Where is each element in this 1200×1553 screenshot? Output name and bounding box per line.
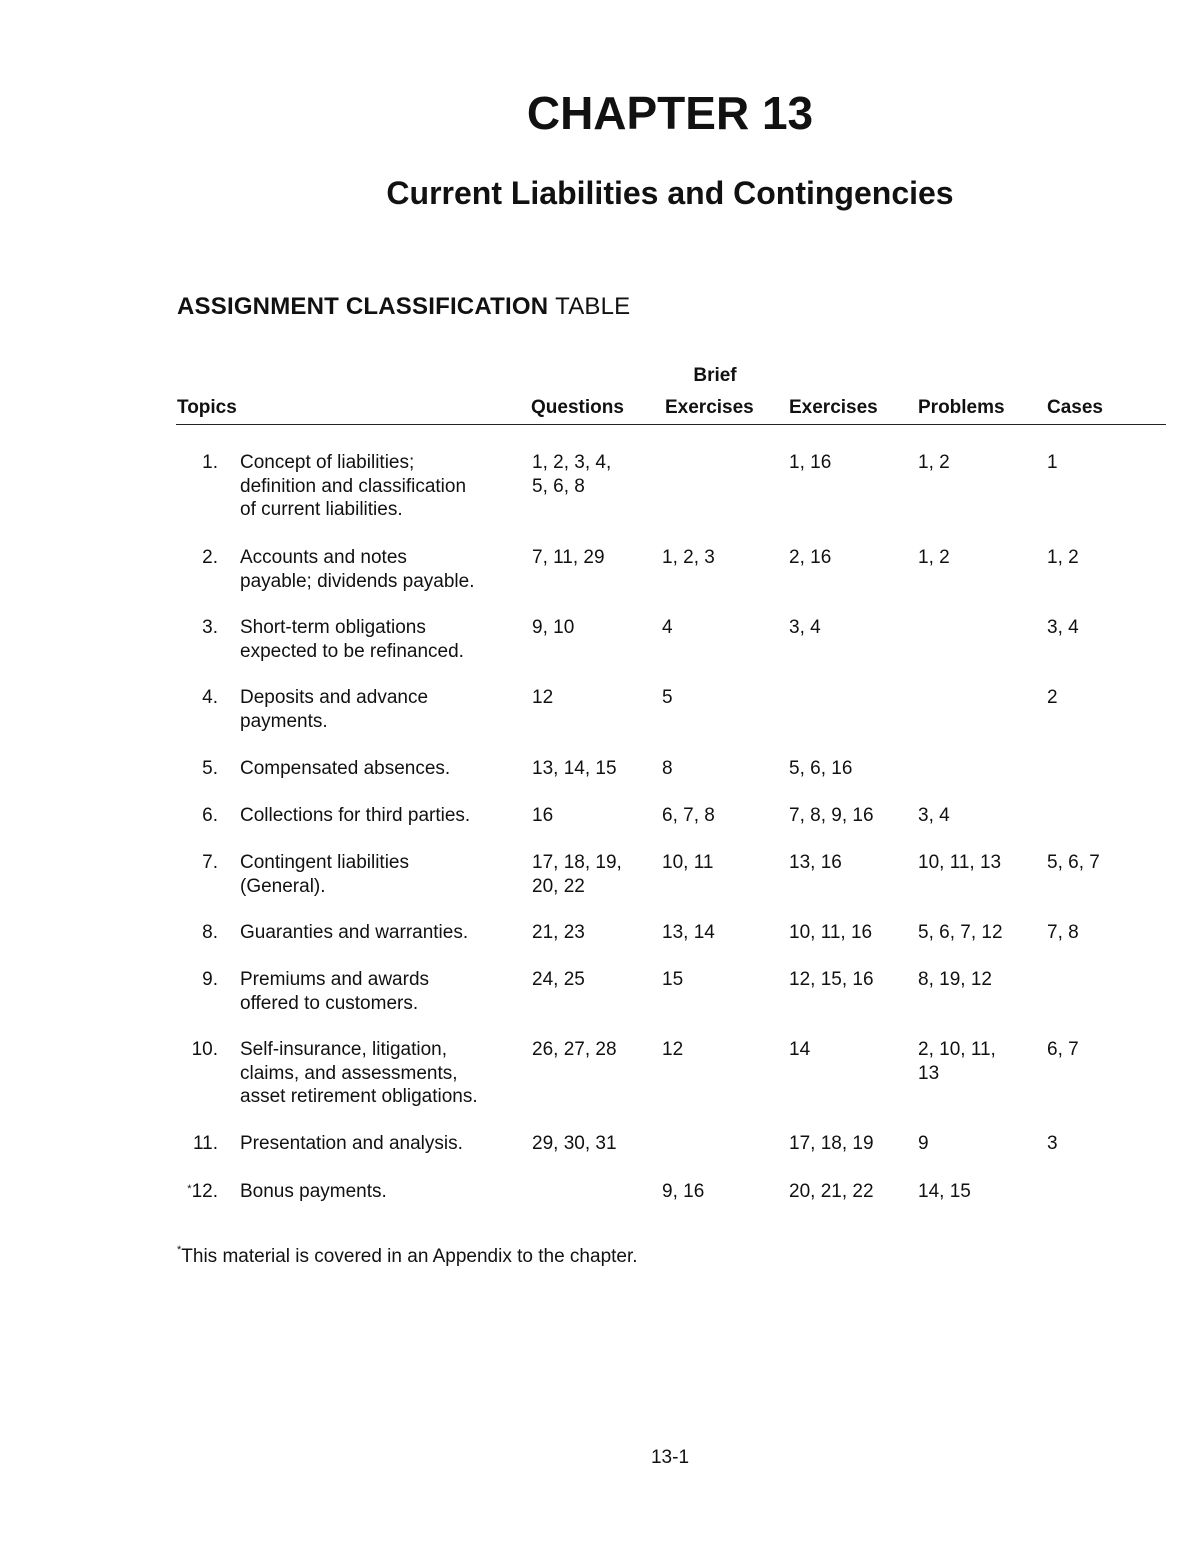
row-number-text: 12. [191,1181,218,1202]
topic-line: Self-insurance, litigation, [240,1039,447,1060]
cell-questions [532,546,605,570]
exercises-line: 12, 15, 16 [789,969,874,990]
cell-exercises [789,1180,874,1204]
topic-line: Accounts and notes [240,547,407,568]
topic-line: offered to customers. [240,992,419,1014]
exercises-line: 3, 4 [789,617,821,638]
cell-cases [1047,1132,1058,1156]
cell-problems [918,546,950,570]
column-header-exercises: Exercises [789,397,878,418]
cell-problems [918,921,1003,945]
exercises-line: 20, 21, 22 [789,1181,874,1202]
row-number [160,1038,218,1062]
problems-line: 2, 10, 11, [918,1039,996,1060]
questions-line: 26, 27, 28 [532,1039,617,1060]
row-number-text: 9. [202,969,218,990]
problems-line: 1, 2 [918,452,950,473]
topic-line: Compensated absences. [240,758,451,779]
topic-line: Short-term obligations [240,617,426,638]
questions-line: 12 [532,687,554,708]
row-number-text: 2. [202,547,218,568]
questions-line: 9, 10 [532,617,575,638]
row-number [160,686,218,710]
topic-line: claims, and assessments, [240,1062,458,1084]
problems-line: 9 [918,1133,929,1154]
cell-brief-exercises [662,804,715,828]
cell-topic [240,1038,478,1109]
cell-cases [1047,546,1079,570]
row-number-text: 11. [192,1133,218,1154]
cell-topic [240,1132,463,1156]
cell-problems [918,1132,929,1156]
topic-line: of current liabilities. [240,499,403,520]
questions-line: 16 [532,805,554,826]
topic-line: asset retirement obligations. [240,1086,478,1107]
cell-questions [532,804,553,828]
brief-exercises-line: 6, 7, 8 [662,805,715,826]
cases-line: 3, 4 [1047,617,1079,638]
cell-exercises [789,451,831,475]
cell-questions [532,968,585,992]
questions-line: 21, 23 [532,922,585,943]
column-header-questions: Questions [531,397,624,418]
topic-line: Collections for third parties. [240,805,471,826]
topic-line: Deposits and advance [240,687,429,708]
cell-brief-exercises [662,1038,683,1062]
row-number [160,757,218,781]
row-number-text: 10. [191,1039,218,1060]
cell-brief-exercises [662,968,683,992]
brief-exercises-line: 10, 11 [662,852,714,873]
brief-exercises-line: 12 [662,1039,684,1060]
cell-questions [532,921,585,945]
cell-topic [240,546,475,593]
brief-exercises-line: 1, 2, 3 [662,547,715,568]
questions-line: 24, 25 [532,969,585,990]
topic-line: expected to be refinanced. [240,640,464,662]
row-marker: * [187,1183,192,1195]
row-number [160,451,218,475]
cell-questions [532,686,553,710]
cell-brief-exercises [662,616,673,640]
cell-questions [532,851,622,898]
row-number [160,616,218,640]
brief-exercises-line: 5 [662,687,673,708]
cell-problems [918,1180,971,1204]
cell-topic [240,1180,387,1204]
section-heading-normal: TABLE [555,293,631,320]
row-number-text: 4. [202,687,218,708]
cell-cases [1047,451,1058,475]
cases-line: 1 [1047,452,1058,473]
topic-line: Bonus payments. [240,1181,387,1202]
chapter-subtitle: Current Liabilities and Contingencies [386,175,954,211]
cell-brief-exercises [662,1180,704,1204]
questions-line: 1, 2, 3, 4, [532,452,612,473]
questions-line: 7, 11, 29 [532,547,605,568]
row-number [160,546,218,570]
cell-problems [918,851,1001,875]
exercises-line: 10, 11, 16 [789,922,873,943]
row-number [160,921,218,945]
problems-line: 1, 2 [918,547,950,568]
row-number [160,1132,218,1156]
cell-exercises [789,1038,810,1062]
cases-line: 3 [1047,1133,1058,1154]
footnote-text: This material is covered in an Appendix to the chapter. [181,1246,638,1267]
cell-topic [240,804,470,828]
cell-cases [1047,851,1100,875]
questions-line: 17, 18, 19, [532,852,622,873]
chapter-heading: CHAPTER 13 [526,87,814,139]
cases-line: 2 [1047,687,1058,708]
cell-problems [918,804,950,828]
brief-exercises-line: 4 [662,617,673,638]
row-number-text: 3. [202,617,218,638]
cell-topic [240,616,464,663]
cell-topic [240,451,466,522]
page-number: 13-1 [650,1447,690,1468]
exercises-line: 5, 6, 16 [789,758,853,779]
cell-questions [532,1038,617,1062]
questions-line: 20, 22 [532,875,585,897]
topic-line: payable; dividends payable. [240,570,475,592]
cell-topic [240,686,428,733]
questions-line: 29, 30, 31 [532,1133,617,1154]
brief-exercises-line: 8 [662,758,673,779]
cell-cases [1047,1038,1079,1062]
cell-exercises [789,968,874,992]
row-number [160,1180,218,1204]
row-number [160,804,218,828]
problems-line: 14, 15 [918,1181,971,1202]
problems-line: 8, 19, 12 [918,969,992,990]
topic-line: (General). [240,875,326,897]
cell-topic [240,851,409,898]
topic-line: definition and classification [240,475,467,497]
cell-brief-exercises [662,546,715,570]
cell-exercises [789,546,831,570]
row-number-text: 1. [202,452,218,473]
cell-topic [240,921,468,945]
cases-line: 1, 2 [1047,547,1079,568]
problems-line: 13 [918,1062,940,1084]
footnote [177,1246,638,1268]
topic-line: Guaranties and warranties. [240,922,469,943]
brief-exercises-line: 15 [662,969,684,990]
cell-exercises [789,851,842,875]
cell-cases [1047,686,1058,710]
row-number-text: 5. [202,758,218,779]
cell-problems [918,968,992,992]
section-heading [177,293,630,321]
cell-problems [918,1038,996,1085]
exercises-line: 14 [789,1039,811,1060]
exercises-line: 2, 16 [789,547,832,568]
row-number-text: 7. [202,852,218,873]
questions-line: 5, 6, 8 [532,475,585,497]
problems-line: 5, 6, 7, 12 [918,922,1003,943]
cell-questions [532,757,617,781]
cell-questions [532,616,574,640]
cell-cases [1047,616,1079,640]
topic-line: Premiums and awards [240,969,430,990]
brief-exercises-line: 13, 14 [662,922,715,943]
cell-brief-exercises [662,921,715,945]
cell-brief-exercises [662,757,673,781]
footnote-marker: * [177,1244,182,1256]
cell-exercises [789,921,872,945]
cell-questions [532,451,611,498]
topic-line: Contingent liabilities [240,852,409,873]
column-header-problems: Problems [918,397,1005,418]
questions-line: 13, 14, 15 [532,758,617,779]
section-heading-bold: ASSIGNMENT CLASSIFICATION [177,293,549,320]
row-number [160,968,218,992]
exercises-line: 13, 16 [789,852,842,873]
exercises-line: 1, 16 [789,452,832,473]
column-header-topics: Topics [177,397,237,418]
cell-brief-exercises [662,686,673,710]
cell-brief-exercises [662,851,713,875]
table-header-row [0,397,1200,421]
header-divider [176,424,1166,425]
cell-topic [240,757,450,781]
cell-exercises [789,1132,874,1156]
exercises-line: 17, 18, 19 [789,1133,874,1154]
column-header-brief-exercises: Exercises [665,397,754,418]
cases-line: 5, 6, 7 [1047,852,1100,873]
row-number-text: 6. [202,805,218,826]
problems-line: 10, 11, 13 [918,852,1002,873]
cell-topic [240,968,429,1015]
column-header-cases: Cases [1047,397,1103,418]
cell-problems [918,451,950,475]
cell-exercises [789,757,852,781]
cell-cases [1047,921,1079,945]
cases-line: 6, 7 [1047,1039,1079,1060]
topic-line: Concept of liabilities; [240,452,415,473]
cell-exercises [789,804,874,828]
exercises-line: 7, 8, 9, 16 [789,805,874,826]
column-super-header: Brief [693,365,737,386]
cell-exercises [789,616,821,640]
cell-questions [532,1132,617,1156]
row-number-text: 8. [202,922,218,943]
problems-line: 3, 4 [918,805,950,826]
cases-line: 7, 8 [1047,922,1079,943]
brief-exercises-line: 9, 16 [662,1181,705,1202]
topic-line: payments. [240,710,328,732]
topic-line: Presentation and analysis. [240,1133,463,1154]
row-number [160,851,218,875]
